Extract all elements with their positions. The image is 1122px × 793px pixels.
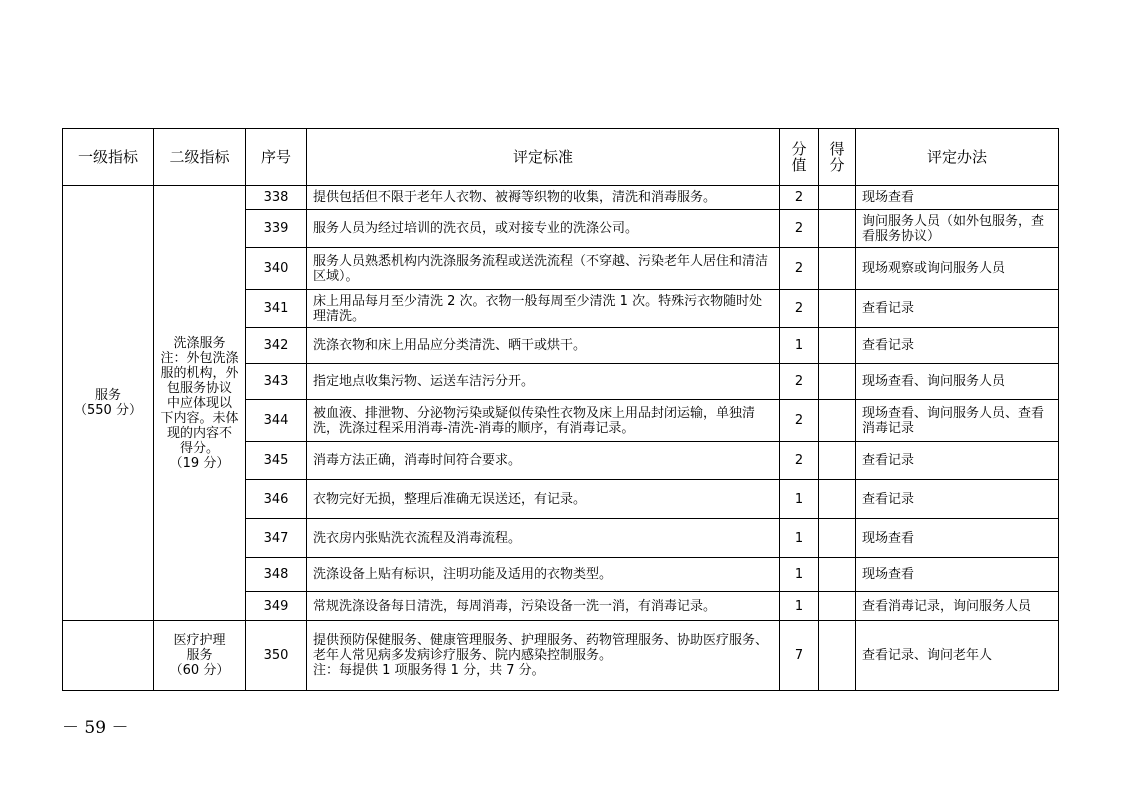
method-cell: 现场查看 bbox=[856, 186, 1059, 210]
criteria-cell: 衣物完好无损，整理后准确无误送还，有记录。 bbox=[307, 480, 780, 519]
score-cell bbox=[819, 480, 856, 519]
seq-cell: 344 bbox=[246, 400, 307, 442]
method-cell: 查看记录、询问老年人 bbox=[856, 621, 1059, 691]
method-cell: 现场查看 bbox=[856, 558, 1059, 592]
header-level1: 一级指标 bbox=[63, 129, 154, 186]
seq-cell: 340 bbox=[246, 248, 307, 290]
points-cell: 2 bbox=[780, 290, 819, 328]
seq-cell: 338 bbox=[246, 186, 307, 210]
criteria-cell: 床上用品每月至少清洗 2 次。衣物一般每周至少清洗 1 次。特殊污衣物随时处理清洗。 bbox=[307, 290, 780, 328]
method-cell: 查看记录 bbox=[856, 442, 1059, 480]
evaluation-table bbox=[62, 128, 1059, 691]
table-body bbox=[63, 186, 1059, 691]
table-row bbox=[63, 186, 1059, 210]
score-cell bbox=[819, 592, 856, 621]
score-cell bbox=[819, 248, 856, 290]
header-method: 评定办法 bbox=[856, 129, 1059, 186]
points-cell: 1 bbox=[780, 592, 819, 621]
score-cell bbox=[819, 621, 856, 691]
seq-cell: 347 bbox=[246, 519, 307, 558]
header-row bbox=[63, 129, 1059, 186]
score-cell bbox=[819, 519, 856, 558]
seq-cell: 349 bbox=[246, 592, 307, 621]
method-cell: 查看消毒记录，询问服务人员 bbox=[856, 592, 1059, 621]
seq-cell: 341 bbox=[246, 290, 307, 328]
score-cell bbox=[819, 558, 856, 592]
points-cell: 2 bbox=[780, 210, 819, 248]
criteria-cell: 服务人员熟悉机构内洗涤服务流程或送洗流程（不穿越、污染老年人居住和清洁区域）。 bbox=[307, 248, 780, 290]
method-cell: 现场查看、询问服务人员、查看消毒记录 bbox=[856, 400, 1059, 442]
points-cell: 1 bbox=[780, 480, 819, 519]
points-cell: 7 bbox=[780, 621, 819, 691]
method-cell: 现场观察或询问服务人员 bbox=[856, 248, 1059, 290]
criteria-cell: 洗涤设备上贴有标识，注明功能及适用的衣物类型。 bbox=[307, 558, 780, 592]
points-cell: 2 bbox=[780, 442, 819, 480]
seq-cell: 345 bbox=[246, 442, 307, 480]
score-cell bbox=[819, 400, 856, 442]
score-cell bbox=[819, 442, 856, 480]
points-cell: 1 bbox=[780, 558, 819, 592]
header-level2: 二级指标 bbox=[154, 129, 246, 186]
method-cell: 查看记录 bbox=[856, 290, 1059, 328]
seq-cell: 346 bbox=[246, 480, 307, 519]
seq-cell: 339 bbox=[246, 210, 307, 248]
points-cell: 2 bbox=[780, 364, 819, 400]
score-cell bbox=[819, 290, 856, 328]
level1-cell: 服务 （550 分） bbox=[63, 186, 154, 621]
header-criteria: 评定标准 bbox=[307, 129, 780, 186]
points-cell: 2 bbox=[780, 186, 819, 210]
criteria-cell: 提供包括但不限于老年人衣物、被褥等织物的收集，清洗和消毒服务。 bbox=[307, 186, 780, 210]
criteria-cell: 常规洗涤设备每日清洗，每周消毒，污染设备一洗一消，有消毒记录。 bbox=[307, 592, 780, 621]
points-cell: 1 bbox=[780, 519, 819, 558]
score-cell bbox=[819, 186, 856, 210]
criteria-cell: 提供预防保健服务、健康管理服务、护理服务、药物管理服务、协助医疗服务、老年人常见病多发病诊疗服务、院内感染控制服务。 注：每提供 1 项服务得 1 分，共 7 分。 bbox=[307, 621, 780, 691]
method-cell: 询问服务人员（如外包服务，查看服务协议） bbox=[856, 210, 1059, 248]
points-cell: 1 bbox=[780, 328, 819, 364]
seq-cell: 343 bbox=[246, 364, 307, 400]
points-cell: 2 bbox=[780, 248, 819, 290]
seq-cell: 350 bbox=[246, 621, 307, 691]
points-cell: 2 bbox=[780, 400, 819, 442]
header-points: 分值 bbox=[791, 140, 807, 174]
criteria-cell: 指定地点收集污物、运送车洁污分开。 bbox=[307, 364, 780, 400]
page-number: － 59 － bbox=[62, 718, 129, 738]
score-cell bbox=[819, 210, 856, 248]
criteria-cell: 消毒方法正确，消毒时间符合要求。 bbox=[307, 442, 780, 480]
level2-cell: 医疗护理 服务 （60 分） bbox=[154, 621, 246, 691]
seq-cell: 342 bbox=[246, 328, 307, 364]
score-cell bbox=[819, 364, 856, 400]
table-row bbox=[63, 621, 1059, 691]
criteria-cell: 洗涤衣物和床上用品应分类清洗、晒干或烘干。 bbox=[307, 328, 780, 364]
method-cell: 现场查看 bbox=[856, 519, 1059, 558]
level1-cell bbox=[63, 621, 154, 691]
method-cell: 查看记录 bbox=[856, 480, 1059, 519]
header-seq: 序号 bbox=[246, 129, 307, 186]
seq-cell: 348 bbox=[246, 558, 307, 592]
criteria-cell: 洗衣房内张贴洗衣流程及消毒流程。 bbox=[307, 519, 780, 558]
score-cell bbox=[819, 328, 856, 364]
method-cell: 查看记录 bbox=[856, 328, 1059, 364]
method-cell: 现场查看、询问服务人员 bbox=[856, 364, 1059, 400]
header-score: 得分 bbox=[829, 140, 845, 174]
criteria-cell: 被血液、排泄物、分泌物污染或疑似传染性衣物及床上用品封闭运输，单独清洗，洗涤过程采用消毒-清洗-消毒的顺序，有消毒记录。 bbox=[307, 400, 780, 442]
level2-cell: 洗涤服务 注：外包洗涤 服的机构，外 包服务协议 中应体现以 下内容。未体 现的内容不 得分。 （19 分） bbox=[154, 186, 246, 621]
criteria-cell: 服务人员为经过培训的洗衣员，或对接专业的洗涤公司。 bbox=[307, 210, 780, 248]
